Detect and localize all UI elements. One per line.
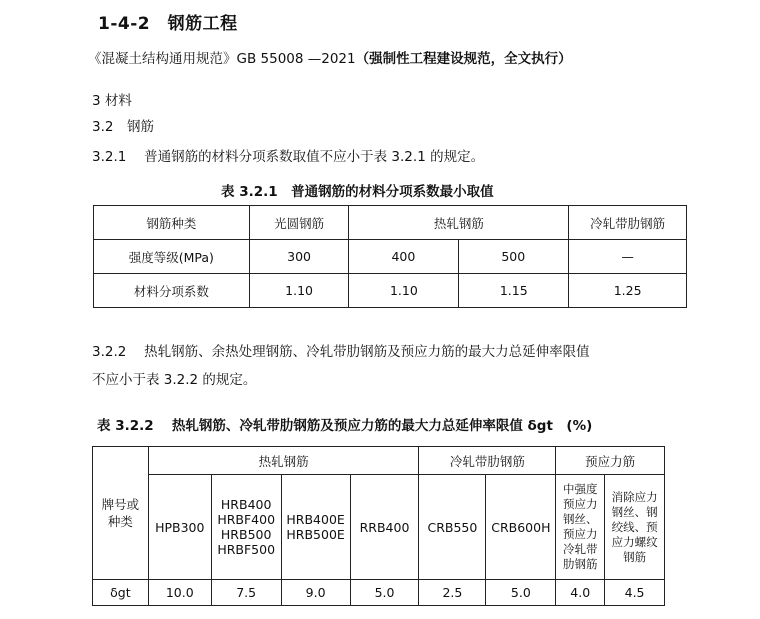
section-3-2-heading: 3.2 钢筋 (92, 119, 154, 135)
grade-cell: CRB550 (419, 475, 486, 580)
table-row (94, 274, 687, 308)
grade-cell: 中强度 预应力 钢丝、 预应力 冷轧带 肋钢筋 (556, 475, 605, 580)
table-cell: 9.0 (281, 580, 350, 606)
table-cell: 5.0 (486, 580, 556, 606)
grade-cell: HPB300 (148, 475, 211, 580)
table-row (93, 580, 665, 606)
table-3-2-2-caption: 表 3.2.2 热轧钢筋、冷轧带肋钢筋及预应力筋的最大力总延伸率限值 δgt (%) (97, 418, 593, 434)
table-3-2-1 (93, 205, 687, 308)
table-header-cell: 热轧钢筋 (349, 206, 569, 240)
table-row (94, 206, 687, 240)
table-cell: 1.15 (459, 274, 569, 308)
table-group-header: 冷轧带肋钢筋 (419, 447, 556, 475)
section-3-heading: 3 材料 (92, 93, 132, 109)
clause-3-2-2-line-1: 3.2.2 热轧钢筋、余热处理钢筋、冷轧带肋钢筋及预应力筋的最大力总延伸率限值 (92, 344, 590, 360)
table-cell: 4.5 (605, 580, 665, 606)
table-row (93, 475, 665, 580)
grade-cell: HRB400 HRBF400 HRB500 HRBF500 (211, 475, 281, 580)
table-cell: 1.25 (569, 274, 687, 308)
table-header-cell: 钢筋种类 (94, 206, 250, 240)
table-group-header: 热轧钢筋 (148, 447, 419, 475)
grade-cell: RRB400 (350, 475, 419, 580)
table-cell: 500 (459, 240, 569, 274)
table-row-header: 牌号或 种类 (93, 447, 149, 580)
table-cell: 7.5 (211, 580, 281, 606)
grade-cell: 消除应力 钢丝、钢 绞线、预 应力螺纹 钢筋 (605, 475, 665, 580)
table-cell: 1.10 (249, 274, 349, 308)
standard-note: （强制性工程建设规范，全文执行） (355, 51, 572, 67)
table-cell: 5.0 (350, 580, 419, 606)
table-row (93, 447, 665, 475)
table-cell: 400 (349, 240, 459, 274)
standard-title: 《混凝土结构通用规范》GB 55008 —2021 (88, 51, 356, 67)
table-cell: 4.0 (556, 580, 605, 606)
page-heading: 1-4-2 钢筋工程 (98, 14, 238, 34)
table-row (94, 240, 687, 274)
table-cell: — (569, 240, 687, 274)
table-cell: 强度等级(MPa) (94, 240, 250, 274)
table-3-2-1-caption: 表 3.2.1 普通钢筋的材料分项系数最小取值 (221, 184, 494, 200)
clause-3-2-2-line-2: 不应小于表 3.2.2 的规定。 (92, 372, 257, 388)
table-group-header: 预应力筋 (556, 447, 665, 475)
table-header-cell: 光圆钢筋 (249, 206, 349, 240)
table-cell: 1.10 (349, 274, 459, 308)
table-3-2-2 (92, 446, 665, 606)
table-row-header: δgt (93, 580, 149, 606)
grade-cell: CRB600H (486, 475, 556, 580)
standard-reference (88, 47, 572, 67)
clause-3-2-1: 3.2.1 普通钢筋的材料分项系数取值不应小于表 3.2.1 的规定。 (92, 149, 485, 165)
grade-cell: HRB400E HRB500E (281, 475, 350, 580)
table-cell: 2.5 (419, 580, 486, 606)
table-cell: 材料分项系数 (94, 274, 250, 308)
table-header-cell: 冷轧带肋钢筋 (569, 206, 687, 240)
table-cell: 10.0 (148, 580, 211, 606)
table-cell: 300 (249, 240, 349, 274)
